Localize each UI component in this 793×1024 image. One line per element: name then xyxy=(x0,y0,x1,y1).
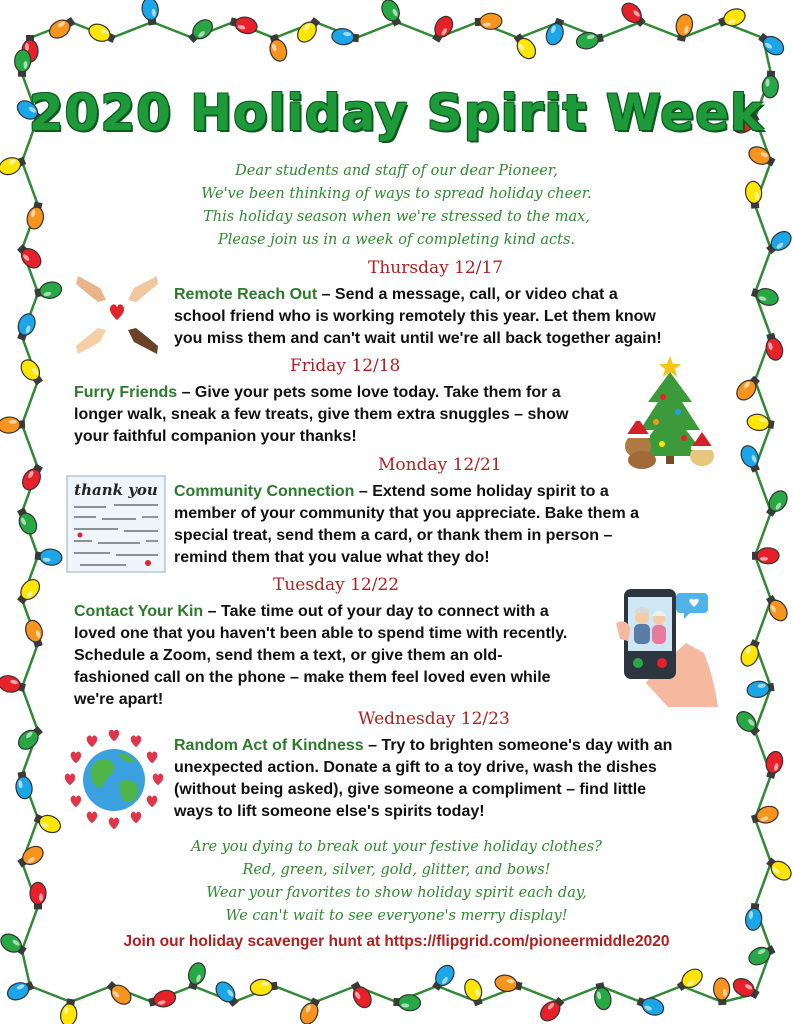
light-bulb xyxy=(474,13,502,30)
light-bulb xyxy=(762,332,784,362)
thank-you-card-image xyxy=(66,475,166,573)
activity-thursday: Remote Reach Out – Send a message, call, or video chat a school friend who is working remotely this year. Let them know you miss them and can't wait until we're all back together again! xyxy=(174,286,662,347)
activity-name: Furry Friends xyxy=(74,384,178,401)
light-bulb xyxy=(212,978,241,1009)
light-bulb xyxy=(141,0,161,26)
light-bulb xyxy=(745,181,764,210)
light-bulb xyxy=(250,978,279,997)
light-bulb xyxy=(33,280,63,301)
heart-icon xyxy=(153,774,164,786)
day-heading-tuesday: Tuesday 12/22 xyxy=(273,575,400,595)
light-bulb xyxy=(46,14,77,42)
light-bulb xyxy=(14,241,44,271)
light-bulb xyxy=(756,30,787,59)
light-bulb xyxy=(229,13,259,35)
activity-name: Remote Reach Out xyxy=(174,286,318,303)
outro-line: We can't wait to see everyone's merry display! xyxy=(225,908,568,924)
outro-line: Red, green, silver, gold, glitter, and bows! xyxy=(242,862,551,878)
light-bulb xyxy=(762,750,784,780)
page-title: 2020 Holiday Spirit Week xyxy=(28,84,765,142)
light-bulb xyxy=(30,882,46,909)
heart-icon xyxy=(147,796,158,808)
day-heading-friday: Friday 12/18 xyxy=(290,356,401,376)
light-bulb xyxy=(15,843,46,871)
light-bulb xyxy=(34,548,63,567)
heart-icon xyxy=(131,812,142,824)
activity-tuesday: Contact Your Kin – Take time out of your day to connect with a loved one that you haven't been able to spend time with recently. Schedule a Zoom, send them a text, or give them an old- fashioned call on the phone – make them feel loved even while we're apart! xyxy=(74,603,568,708)
light-bulb xyxy=(59,998,79,1024)
light-bulb xyxy=(14,506,41,537)
light-bulb xyxy=(746,143,777,170)
activity-wednesday: Random Act of Kindness – Try to brighten someone's day with an unexpected action. Donate a gift to a toy drive, wash the dishes (without being asked), give someone a compliment – find little ways to lift someone else's spirits today! xyxy=(174,737,673,820)
day-heading-monday: Monday 12/21 xyxy=(378,455,502,475)
light-bulb xyxy=(347,979,374,1010)
intro-line: This holiday season when we're stressed to the max, xyxy=(203,209,590,225)
intro-line: We've been thinking of ways to spread holiday cheer. xyxy=(201,186,592,202)
heart-icon xyxy=(109,730,120,741)
scavenger-hunt-link[interactable]: Join our holiday scavenger hunt at https://flipgrid.com/pioneermiddle2020 xyxy=(123,933,670,950)
heart-icon xyxy=(87,812,98,824)
outro-line: Are you dying to break out your festive holiday clothes? xyxy=(191,839,602,855)
heart-icon xyxy=(147,752,158,764)
day-heading-thursday: Thursday 12/17 xyxy=(368,258,504,278)
light-bulb xyxy=(750,804,781,828)
day-heading-wednesday: Wednesday 12/23 xyxy=(358,709,510,729)
pets-christmas-tree-image xyxy=(618,352,718,470)
intro-poem xyxy=(130,160,663,252)
light-bulb xyxy=(185,16,216,46)
light-bulb xyxy=(17,356,46,387)
light-bulb xyxy=(104,978,135,1008)
light-bulb xyxy=(15,723,46,753)
light-bulb xyxy=(14,771,34,800)
light-bulb xyxy=(429,13,456,44)
activity-friday: Furry Friends – Give your pets some love today. Take them for a longer walk, sneak a few treats, give them extra snuggles – show your faithful companion your thanks! xyxy=(74,384,569,445)
light-bulb xyxy=(746,679,775,699)
light-bulb xyxy=(294,15,323,46)
thank-you-text: thank you xyxy=(74,481,158,499)
heart-icon xyxy=(87,735,98,747)
light-bulb xyxy=(575,30,605,51)
light-bulb xyxy=(5,977,36,1003)
light-bulb xyxy=(746,413,775,433)
light-bulb xyxy=(13,311,38,342)
heart-icon xyxy=(109,818,120,830)
light-bulb xyxy=(147,988,177,1010)
activity-name: Contact Your Kin xyxy=(74,603,204,620)
activity-name: Community Connection xyxy=(174,483,355,500)
light-bulb xyxy=(25,201,46,231)
earth-hearts-image xyxy=(64,730,164,830)
light-bulb xyxy=(494,973,524,994)
heart-icon xyxy=(71,796,82,808)
hands-heart-image xyxy=(70,268,165,363)
light-bulb xyxy=(462,977,487,1008)
outro-poem xyxy=(120,836,673,928)
intro-line: Please join us in a week of completing kind acts. xyxy=(217,232,576,248)
light-bulb xyxy=(331,28,360,47)
outro-line: Wear your favorites to show holiday spirit each day, xyxy=(206,885,587,901)
heart-icon xyxy=(71,752,82,764)
light-bulb xyxy=(393,994,421,1011)
light-bulb xyxy=(745,903,764,932)
light-bulb xyxy=(673,13,694,43)
light-bulb xyxy=(19,462,46,493)
intro-line: Dear students and staff of our dear Pioneer, xyxy=(235,163,558,179)
light-bulb xyxy=(543,16,568,47)
heart-icon xyxy=(65,774,76,786)
activity-name: Random Act of Kindness xyxy=(174,737,364,754)
light-bulb xyxy=(750,284,781,308)
light-bulb xyxy=(0,416,25,433)
activity-monday: Community Connection – Extend some holiday spirit to a member of your community that you appreciate. Bake them a special treat, send them a card, or thank them in person – remind them that you value what they do! xyxy=(174,483,640,566)
light-bulb xyxy=(14,49,31,77)
light-bulb xyxy=(592,981,613,1011)
light-bulb xyxy=(86,21,117,47)
light-bulb xyxy=(14,576,43,607)
light-bulb xyxy=(23,618,47,649)
phone-video-call-image xyxy=(616,583,720,707)
heart-icon xyxy=(131,735,142,747)
